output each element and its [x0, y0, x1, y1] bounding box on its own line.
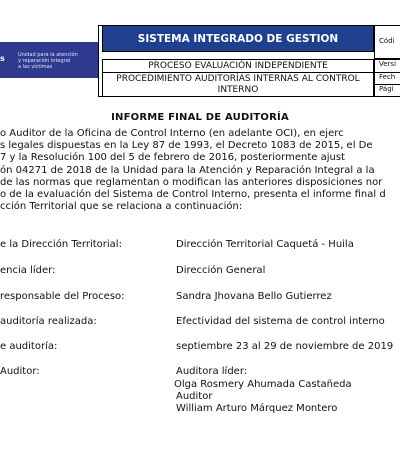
field-label-auditor: Auditor: — [0, 366, 40, 377]
process-name: PROCESO EVALUACIÓN INDEPENDIENTE — [102, 59, 374, 73]
unidad-victimas-logo — [0, 42, 98, 78]
document-title: INFORME FINAL DE AUDITORÍA — [111, 112, 289, 123]
auditor-role: Auditor — [176, 391, 213, 402]
codigo-label: Códi — [374, 25, 400, 59]
field-label-tipo-auditoria: auditoría realizada: — [0, 316, 97, 327]
pagina-label: Pági — [374, 84, 400, 97]
logo-mark: s — [0, 54, 5, 63]
paragraph-line: de las normas que reglamentan o modifican las anteriores disposiciones nor — [0, 176, 383, 188]
auditor-name-1: Olga Rosmery Ahumada Castañeda — [174, 379, 352, 390]
field-label-territorial: e la Dirección Territorial: — [0, 239, 122, 250]
version-label: Versi — [374, 59, 400, 73]
procedure-name: PROCEDIMIENTO AUDITORÍAS INTERNAS AL CONTROL INTERNO — [102, 72, 374, 97]
field-value-dependencia: Dirección General — [176, 265, 266, 276]
field-value-responsable: Sandra Jhovana Bello Gutierrez — [176, 291, 332, 302]
field-value-territorial: Dirección Territorial Caquetá - Huila — [176, 239, 354, 250]
system-title: SISTEMA INTEGRADO DE GESTION — [102, 25, 374, 52]
field-value-tipo-auditoria: Efectividad del sistema de control interno — [176, 316, 385, 327]
paragraph-line: cción Territorial que se relaciona a continuación: — [0, 201, 243, 213]
fecha-label: Fech — [374, 72, 400, 85]
auditor-name-2: William Arturo Márquez Montero — [176, 403, 338, 414]
paragraph-line: ón 04271 de 2018 de la Unidad para la Atención y Reparación Integral a la — [0, 164, 375, 176]
paragraph-line: s legales dispuestas en la Ley 87 de 1993, el Decreto 1083 de 2015, el De — [0, 140, 373, 152]
paragraph-line: o de la evaluación del Sistema de Control Interno, presenta el informe final d — [0, 188, 386, 200]
field-label-dependencia: encia líder: — [0, 265, 56, 276]
field-value-auditora-lider: Auditora líder: — [176, 366, 248, 377]
field-value-periodo: septiembre 23 al 29 de noviembre de 2019 — [176, 341, 394, 352]
field-label-periodo: e auditoría: — [0, 341, 58, 352]
field-label-responsable: responsable del Proceso: — [0, 291, 125, 302]
paragraph-line: 7 y la Resolución 100 del 5 de febrero de 2016, posteriormente ajust — [0, 152, 345, 164]
logo-text: Unidad para la atención y reparación integral a las víctimas — [18, 52, 78, 70]
paragraph-line: o Auditor de la Oficina de Control Interno (en adelante OCI), en ejerc — [0, 128, 344, 139]
intro-paragraph — [0, 128, 400, 213]
